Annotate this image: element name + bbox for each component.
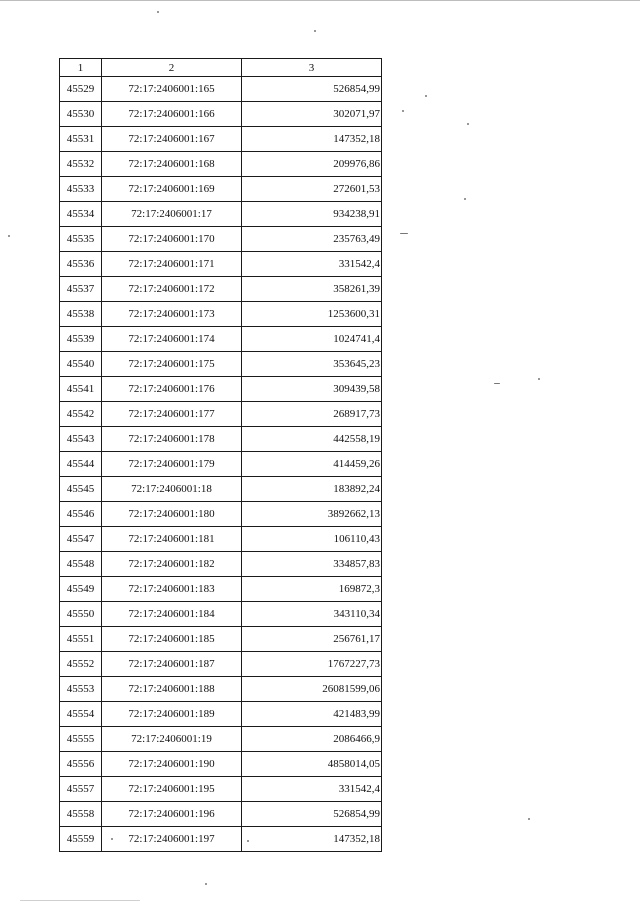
row-number: 45536 — [60, 252, 102, 277]
table-row — [60, 227, 382, 252]
table-row — [60, 827, 382, 852]
cadastral-value: 147352,18 — [242, 127, 382, 152]
table-row — [60, 777, 382, 802]
scan-speck — [425, 95, 427, 97]
table-row — [60, 602, 382, 627]
table-row — [60, 177, 382, 202]
row-number: 45558 — [60, 802, 102, 827]
table-row — [60, 502, 382, 527]
cadastral-value: 1767227,73 — [242, 652, 382, 677]
row-number: 45548 — [60, 552, 102, 577]
cadastral-value: 343110,34 — [242, 602, 382, 627]
row-number: 45551 — [60, 627, 102, 652]
cadastral-value: 309439,58 — [242, 377, 382, 402]
row-number: 45534 — [60, 202, 102, 227]
row-number: 45542 — [60, 402, 102, 427]
table-row — [60, 202, 382, 227]
table-row — [60, 377, 382, 402]
cadastral-value: 209976,86 — [242, 152, 382, 177]
cadastral-number: 72:17:2406001:166 — [102, 102, 242, 127]
table-row — [60, 302, 382, 327]
cadastral-value: 106110,43 — [242, 527, 382, 552]
cadastral-number: 72:17:2406001:168 — [102, 152, 242, 177]
cadastral-number: 72:17:2406001:176 — [102, 377, 242, 402]
cadastral-number: 72:17:2406001:188 — [102, 677, 242, 702]
cadastral-value: 2086466,9 — [242, 727, 382, 752]
cadastral-number: 72:17:2406001:189 — [102, 702, 242, 727]
table-row — [60, 727, 382, 752]
cadastral-value: 334857,83 — [242, 552, 382, 577]
cadastral-number: 72:17:2406001:175 — [102, 352, 242, 377]
row-number: 45547 — [60, 527, 102, 552]
table-row — [60, 477, 382, 502]
cadastral-value: 526854,99 — [242, 802, 382, 827]
cadastral-value: 331542,4 — [242, 252, 382, 277]
scan-speck — [205, 883, 207, 885]
table-row — [60, 152, 382, 177]
cadastral-value: 421483,99 — [242, 702, 382, 727]
cadastral-value: 526854,99 — [242, 77, 382, 102]
table-row — [60, 252, 382, 277]
row-number: 45539 — [60, 327, 102, 352]
cadastral-number: 72:17:2406001:167 — [102, 127, 242, 152]
scan-speck — [157, 11, 159, 13]
row-number: 45541 — [60, 377, 102, 402]
cadastral-number: 72:17:2406001:185 — [102, 627, 242, 652]
row-number: 45552 — [60, 652, 102, 677]
row-number: 45531 — [60, 127, 102, 152]
cadastral-value: 272601,53 — [242, 177, 382, 202]
row-number: 45550 — [60, 602, 102, 627]
cadastral-value: 256761,17 — [242, 627, 382, 652]
scan-speck — [494, 383, 500, 384]
cadastral-value-table — [59, 58, 382, 852]
cadastral-value: 3892662,13 — [242, 502, 382, 527]
cadastral-number: 72:17:2406001:187 — [102, 652, 242, 677]
scan-speck — [402, 110, 404, 112]
column-header-1: 1 — [60, 59, 102, 77]
table-row — [60, 802, 382, 827]
scan-speck — [538, 378, 540, 380]
cadastral-value: 302071,97 — [242, 102, 382, 127]
row-number: 45545 — [60, 477, 102, 502]
cadastral-value: 235763,49 — [242, 227, 382, 252]
cadastral-number: 72:17:2406001:195 — [102, 777, 242, 802]
table-row — [60, 702, 382, 727]
row-number: 45540 — [60, 352, 102, 377]
cadastral-value: 268917,73 — [242, 402, 382, 427]
column-header-2: 2 — [102, 59, 242, 77]
row-number: 45544 — [60, 452, 102, 477]
row-number: 45554 — [60, 702, 102, 727]
cadastral-value: 183892,24 — [242, 477, 382, 502]
table-row — [60, 127, 382, 152]
cadastral-value: 1253600,31 — [242, 302, 382, 327]
table-row — [60, 527, 382, 552]
row-number: 45537 — [60, 277, 102, 302]
table-row — [60, 352, 382, 377]
cadastral-number: 72:17:2406001:171 — [102, 252, 242, 277]
cadastral-value: 353645,23 — [242, 352, 382, 377]
table-row — [60, 677, 382, 702]
cadastral-number: 72:17:2406001:183 — [102, 577, 242, 602]
row-number: 45535 — [60, 227, 102, 252]
table-row — [60, 427, 382, 452]
cadastral-number: 72:17:2406001:172 — [102, 277, 242, 302]
cadastral-number: 72:17:2406001:165 — [102, 77, 242, 102]
table-body — [60, 77, 382, 852]
cadastral-number: 72:17:2406001:170 — [102, 227, 242, 252]
cadastral-number: 72:17:2406001:173 — [102, 302, 242, 327]
cadastral-number: 72:17:2406001:177 — [102, 402, 242, 427]
cadastral-number: 72:17:2406001:197 — [102, 827, 242, 852]
row-number: 45538 — [60, 302, 102, 327]
row-number: 45553 — [60, 677, 102, 702]
scan-edge-line — [0, 0, 640, 1]
table-row — [60, 552, 382, 577]
scan-speck — [20, 900, 140, 901]
cadastral-value: 4858014,05 — [242, 752, 382, 777]
table-row — [60, 327, 382, 352]
cadastral-value: 414459,26 — [242, 452, 382, 477]
cadastral-value: 169872,3 — [242, 577, 382, 602]
cadastral-number: 72:17:2406001:19 — [102, 727, 242, 752]
cadastral-number: 72:17:2406001:18 — [102, 477, 242, 502]
table-row — [60, 752, 382, 777]
cadastral-number: 72:17:2406001:190 — [102, 752, 242, 777]
row-number: 45557 — [60, 777, 102, 802]
table-row — [60, 77, 382, 102]
scan-speck — [8, 235, 10, 237]
scan-speck — [400, 233, 408, 234]
cadastral-number: 72:17:2406001:179 — [102, 452, 242, 477]
scan-speck — [528, 818, 530, 820]
cadastral-number: 72:17:2406001:181 — [102, 527, 242, 552]
row-number: 45549 — [60, 577, 102, 602]
table-row — [60, 102, 382, 127]
scan-speck — [464, 198, 466, 200]
cadastral-number: 72:17:2406001:174 — [102, 327, 242, 352]
cadastral-number: 72:17:2406001:178 — [102, 427, 242, 452]
table-row — [60, 627, 382, 652]
row-number: 45559 — [60, 827, 102, 852]
cadastral-number: 72:17:2406001:169 — [102, 177, 242, 202]
cadastral-value: 331542,4 — [242, 777, 382, 802]
table-row — [60, 652, 382, 677]
scan-speck — [467, 123, 469, 125]
cadastral-value: 934238,91 — [242, 202, 382, 227]
row-number: 45532 — [60, 152, 102, 177]
row-number: 45556 — [60, 752, 102, 777]
cadastral-number: 72:17:2406001:184 — [102, 602, 242, 627]
row-number: 45533 — [60, 177, 102, 202]
row-number: 45530 — [60, 102, 102, 127]
cadastral-number: 72:17:2406001:17 — [102, 202, 242, 227]
row-number: 45543 — [60, 427, 102, 452]
row-number: 45529 — [60, 77, 102, 102]
cadastral-number: 72:17:2406001:180 — [102, 502, 242, 527]
cadastral-number: 72:17:2406001:182 — [102, 552, 242, 577]
cadastral-value: 442558,19 — [242, 427, 382, 452]
table-header-row — [60, 59, 382, 77]
cadastral-value: 26081599,06 — [242, 677, 382, 702]
table-row — [60, 577, 382, 602]
table-row — [60, 452, 382, 477]
row-number: 45555 — [60, 727, 102, 752]
scan-speck — [314, 30, 316, 32]
table-row — [60, 277, 382, 302]
cadastral-value: 147352,18 — [242, 827, 382, 852]
cadastral-number: 72:17:2406001:196 — [102, 802, 242, 827]
cadastral-value: 358261,39 — [242, 277, 382, 302]
column-header-3: 3 — [242, 59, 382, 77]
row-number: 45546 — [60, 502, 102, 527]
table-row — [60, 402, 382, 427]
cadastral-value: 1024741,4 — [242, 327, 382, 352]
